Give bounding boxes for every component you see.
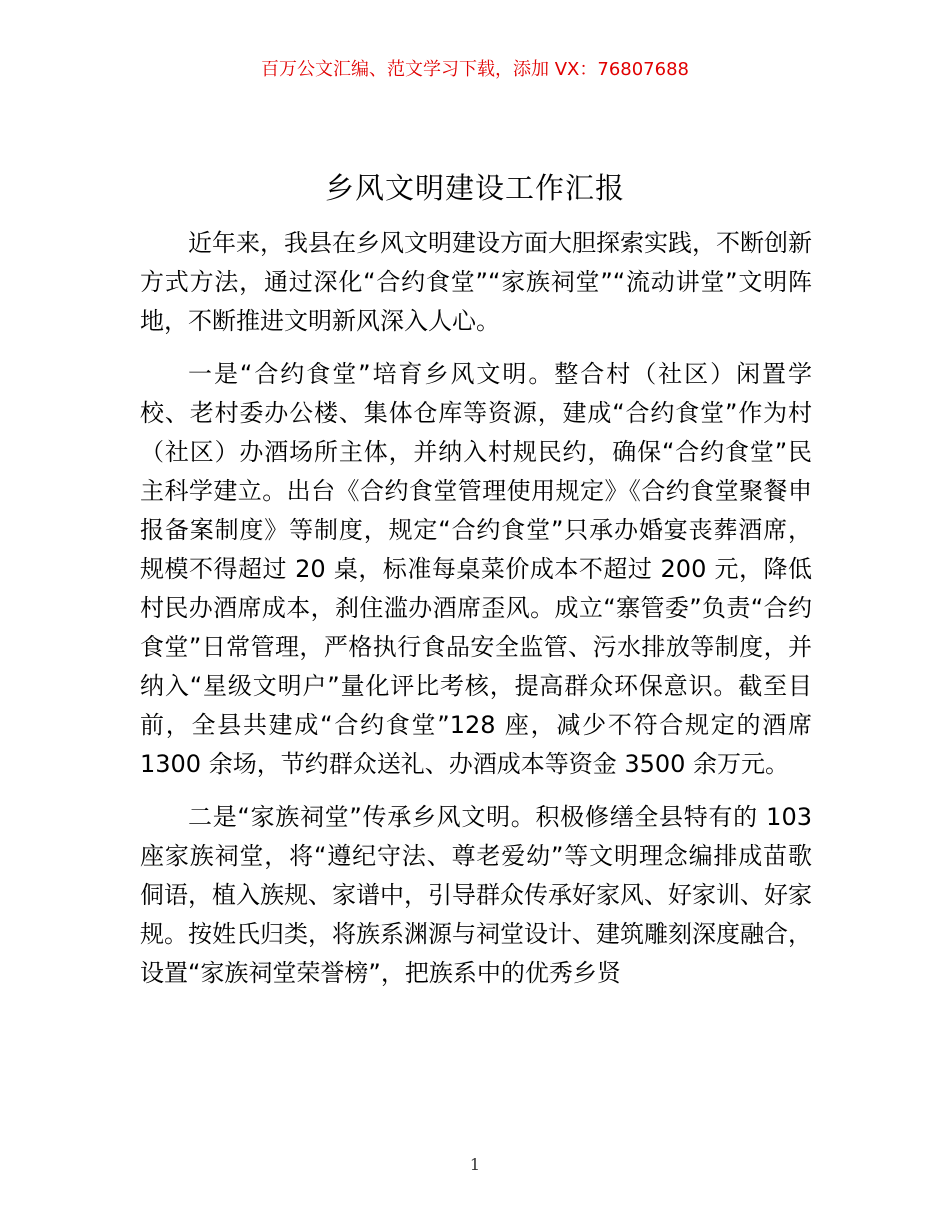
- paragraph-contract-canteen: 一是“合约食堂”培育乡风文明。整合村（社区）闲置学校、老村委办公楼、集体仓库等资源，建成“合约食堂”作为村（社区）办酒场所主体，并纳入村规民约，确保“合约食堂”民主科学建立。出台《合约食堂管理使用规定》《合约食堂聚餐申报备案制度》等制度，规定“合约食堂”只承办婚宴丧葬酒席，规模不得超过 20 桌，标准每桌菜价成本不超过 200 元，降低村民办酒席成本，刹住滥办酒席歪风。成立“寨管委”负责“合约食堂”日常管理，严格执行食品安全监管、污水排放等制度，并纳入“星级文明户”量化评比考核，提高群众环保意识。截至目前，全县共建成“合约食堂”128 座，减少不符合规定的酒席 1300 余场，节约群众送礼、办酒成本等资金 3500 余万元。: [140, 360, 812, 778]
- paragraph-family-ancestral-hall: 二是“家族祠堂”传承乡风文明。积极修缮全县特有的 103 座家族祠堂，将“遵纪守法、尊老爱幼”等文明理念编排成苗歌侗语，植入族规、家谱中，引导群众传承好家风、好家训、好家规。按姓氏归类，将族系渊源与祠堂设计、建筑雕刻深度融合，设置“家族祠堂荣誉榜”，把族系中的优秀乡贤: [140, 803, 812, 987]
- document-body: [140, 224, 812, 1007]
- header-note: 百万公文汇编、范文学习下载，添加 VX：76807688: [261, 59, 689, 80]
- page-title: 乡风文明建设工作汇报: [324, 171, 625, 205]
- paragraph-intro: 近年来，我县在乡风文明建设方面大胆探索实践，不断创新方式方法，通过深化“合约食堂”“家族祠堂”“流动讲堂”文明阵地，不断推进文明新风深入人心。: [140, 229, 812, 335]
- page-number: 1: [469, 1155, 481, 1174]
